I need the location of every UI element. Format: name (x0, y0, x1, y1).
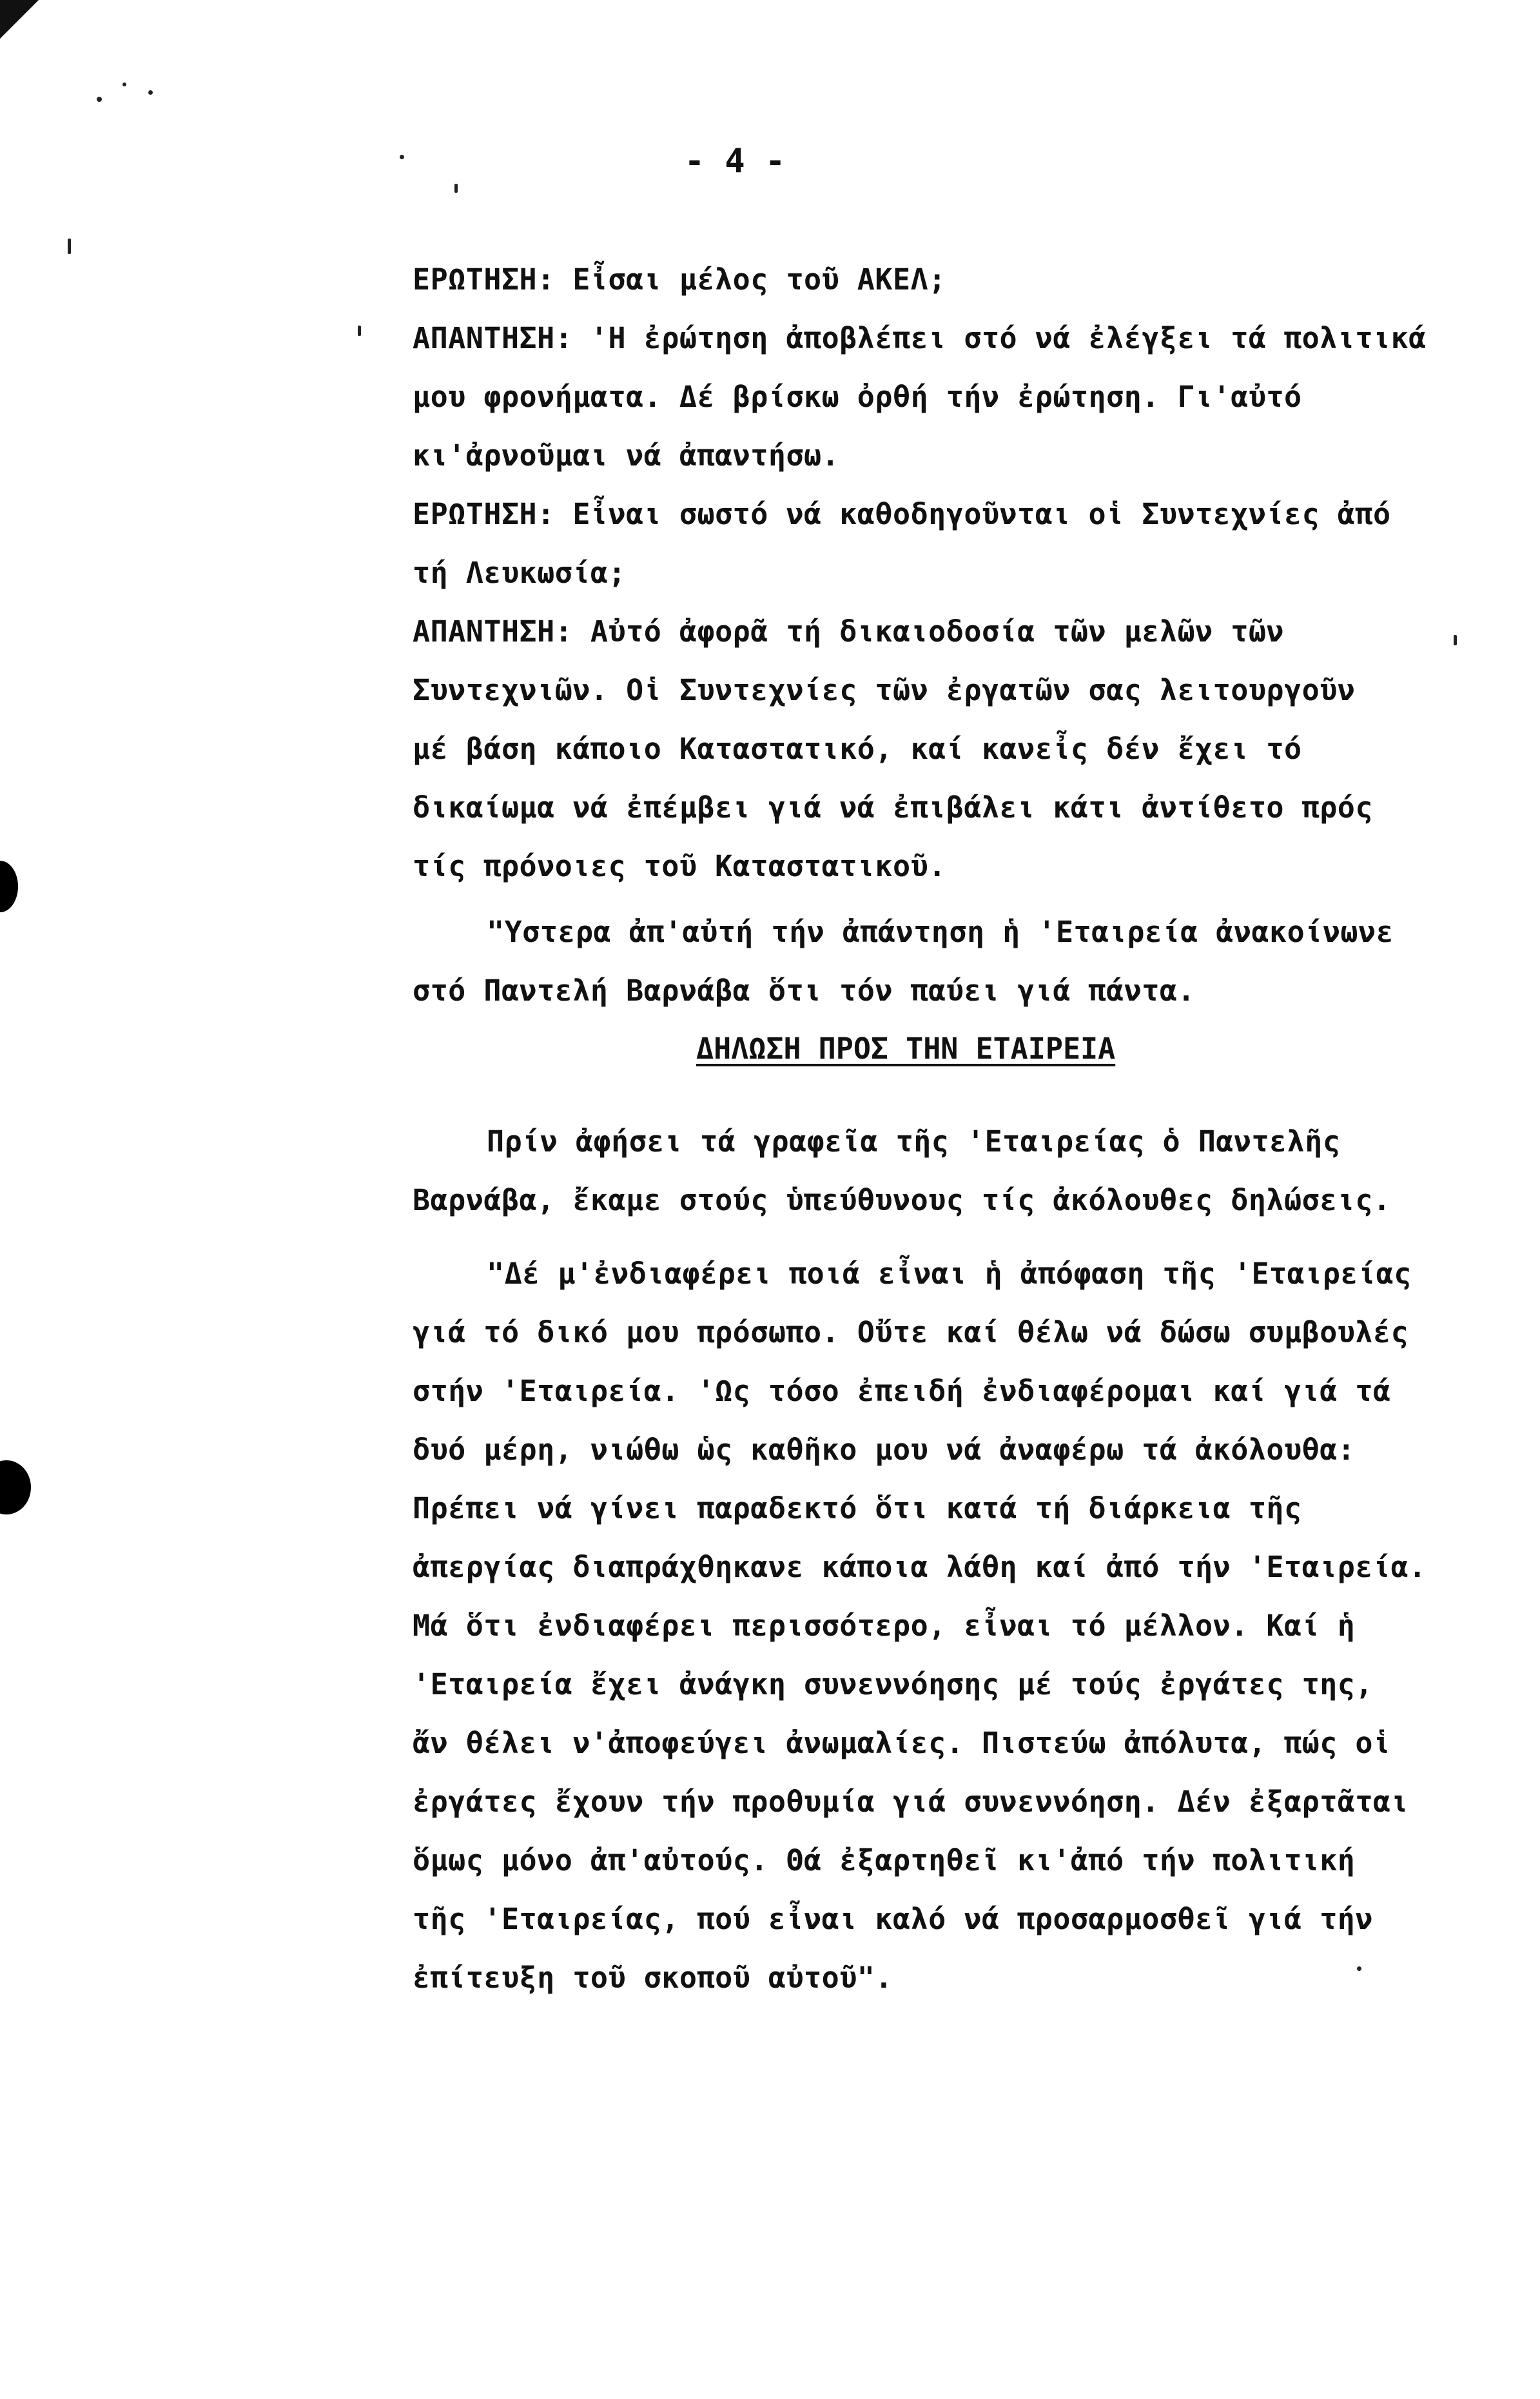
dismissal-paragraph (413, 903, 1508, 1020)
scan-speck (122, 83, 126, 86)
punch-hole (0, 1460, 31, 1514)
section-heading: ΔΗΛΩΣΗ ΠΡΟΣ ΤΗΝ ΕΤΑΙΡΕΙΑ (696, 1032, 1116, 1066)
text-line: Μά ὅτι ἐνδιαφέρει περισσότερο, εἶναι τό μέλλον. Καί ἡ (413, 1609, 1356, 1643)
intro-paragraph (413, 1112, 1508, 1229)
text-line: "Δέ μ'ἐνδιαφέρει ποιά εἶναι ἡ ἀπόφαση τῆς 'Εταιρείας (487, 1257, 1412, 1291)
scan-speck (68, 239, 71, 254)
scan-speck (400, 155, 404, 159)
text-line: τή Λευκωσία; (413, 556, 627, 590)
text-line: δικαίωμα νά ἐπέμβει γιά νά ἐπιβάλει κάτι ἀντίθετο πρός (413, 790, 1373, 825)
text-line: δυό μέρη, νιώθω ὡς καθῆκο μου νά ἀναφέρω τά ἀκόλουθα: (413, 1433, 1356, 1467)
text-line: τίς πρόνοιες τοῦ Καταστατικοῦ. (413, 849, 946, 883)
text-line: γιά τό δικό μου πρόσωπο. Οὔτε καί θέλω νά δώσω συμβουλές (413, 1315, 1409, 1349)
text-line: ΑΠΑΝΤΗΣΗ: 'Η ἐρώτηση ἀποβλέπει στό νά ἐλέγξει τά πολιτικά (413, 321, 1427, 355)
text-line: "Υστερα ἀπ'αὐτή τήν ἀπάντηση ἡ 'Εταιρεία ἀνακοίνωνε (487, 915, 1394, 949)
text-line: μέ βάση κάποιο Καταστατικό, καί κανεἶς δέν ἔχει τό (413, 732, 1302, 766)
text-line: Πρέπει νά γίνει παραδεκτό ὅτι κατά τή διάρκεια τῆς (413, 1491, 1302, 1525)
text-line: Πρίν ἀφήσει τά γραφεῖα τῆς 'Εταιρείας ὁ Παντελῆς (487, 1124, 1341, 1159)
text-line: κι'ἀρνοῦμαι νά ἀπαντήσω. (413, 438, 840, 473)
punch-hole (0, 861, 18, 912)
statement-paragraph (413, 1244, 1508, 2007)
scan-speck (148, 90, 153, 95)
text-line: ΕΡΩΤΗΣΗ: Εἶναι σωστό νά καθοδηγοῦνται οἱ Συντεχνίες ἀπό (413, 497, 1391, 531)
text-line: ἐπίτευξη τοῦ σκοποῦ αὐτοῦ". (413, 1961, 893, 1995)
corner-scan-mark (0, 0, 39, 39)
text-line: 'Εταιρεία ἔχει ἀνάγκη συνεννόησης μέ τούς ἐργάτες της, (413, 1667, 1373, 1701)
text-line: στό Παντελή Βαρνάβα ὅτι τόν παύει γιά πάντα. (413, 974, 1196, 1008)
scan-speck (97, 97, 102, 102)
scan-speck (454, 184, 458, 193)
text-line: Συντεχνιῶν. Οἱ Συντεχνίες τῶν ἐργατῶν σας λειτουργοῦν (413, 673, 1356, 707)
text-line: στήν 'Εταιρεία. 'Ως τόσο ἐπειδή ἐνδιαφέρομαι καί γιά τά (413, 1374, 1391, 1408)
text-line: ἄν θέλει ν'ἀποφεύγει ἀνωμαλίες. Πιστεύω ἀπόλυτα, πώς οἱ (413, 1726, 1391, 1760)
text-line: ΑΠΑΝΤΗΣΗ: Αὐτό ἀφορᾶ τή δικαιοδοσία τῶν μελῶν τῶν (413, 614, 1285, 649)
text-line: ἀπεργίας διαπράχθηκανε κάποια λάθη καί ἀπό τήν 'Εταιρεία. (413, 1550, 1427, 1584)
scan-speck (358, 326, 361, 336)
text-line: ἐργάτες ἔχουν τήν προθυμία γιά συνεννόηση. Δέν ἐξαρτᾶται (413, 1785, 1409, 1819)
interview-section (413, 250, 1508, 896)
text-line: μου φρονήματα. Δέ βρίσκω ὀρθή τήν ἐρώτηση. Γι'αὐτό (413, 380, 1302, 414)
text-line: ὅμως μόνο ἀπ'αὐτούς. Θά ἐξαρτηθεῖ κι'ἀπό τήν πολιτική (413, 1843, 1356, 1877)
text-line: ΕΡΩΤΗΣΗ: Εἶσαι μέλος τοῦ ΑΚΕΛ; (413, 262, 946, 297)
text-line: τῆς 'Εταιρείας, πού εἶναι καλό νά προσαρμοσθεῖ γιά τήν (413, 1902, 1373, 1936)
page-number: - 4 - (684, 142, 786, 181)
text-line: Βαρνάβα, ἔκαμε στούς ὑπεύθυνους τίς ἀκόλουθες δηλώσεις. (413, 1183, 1391, 1217)
